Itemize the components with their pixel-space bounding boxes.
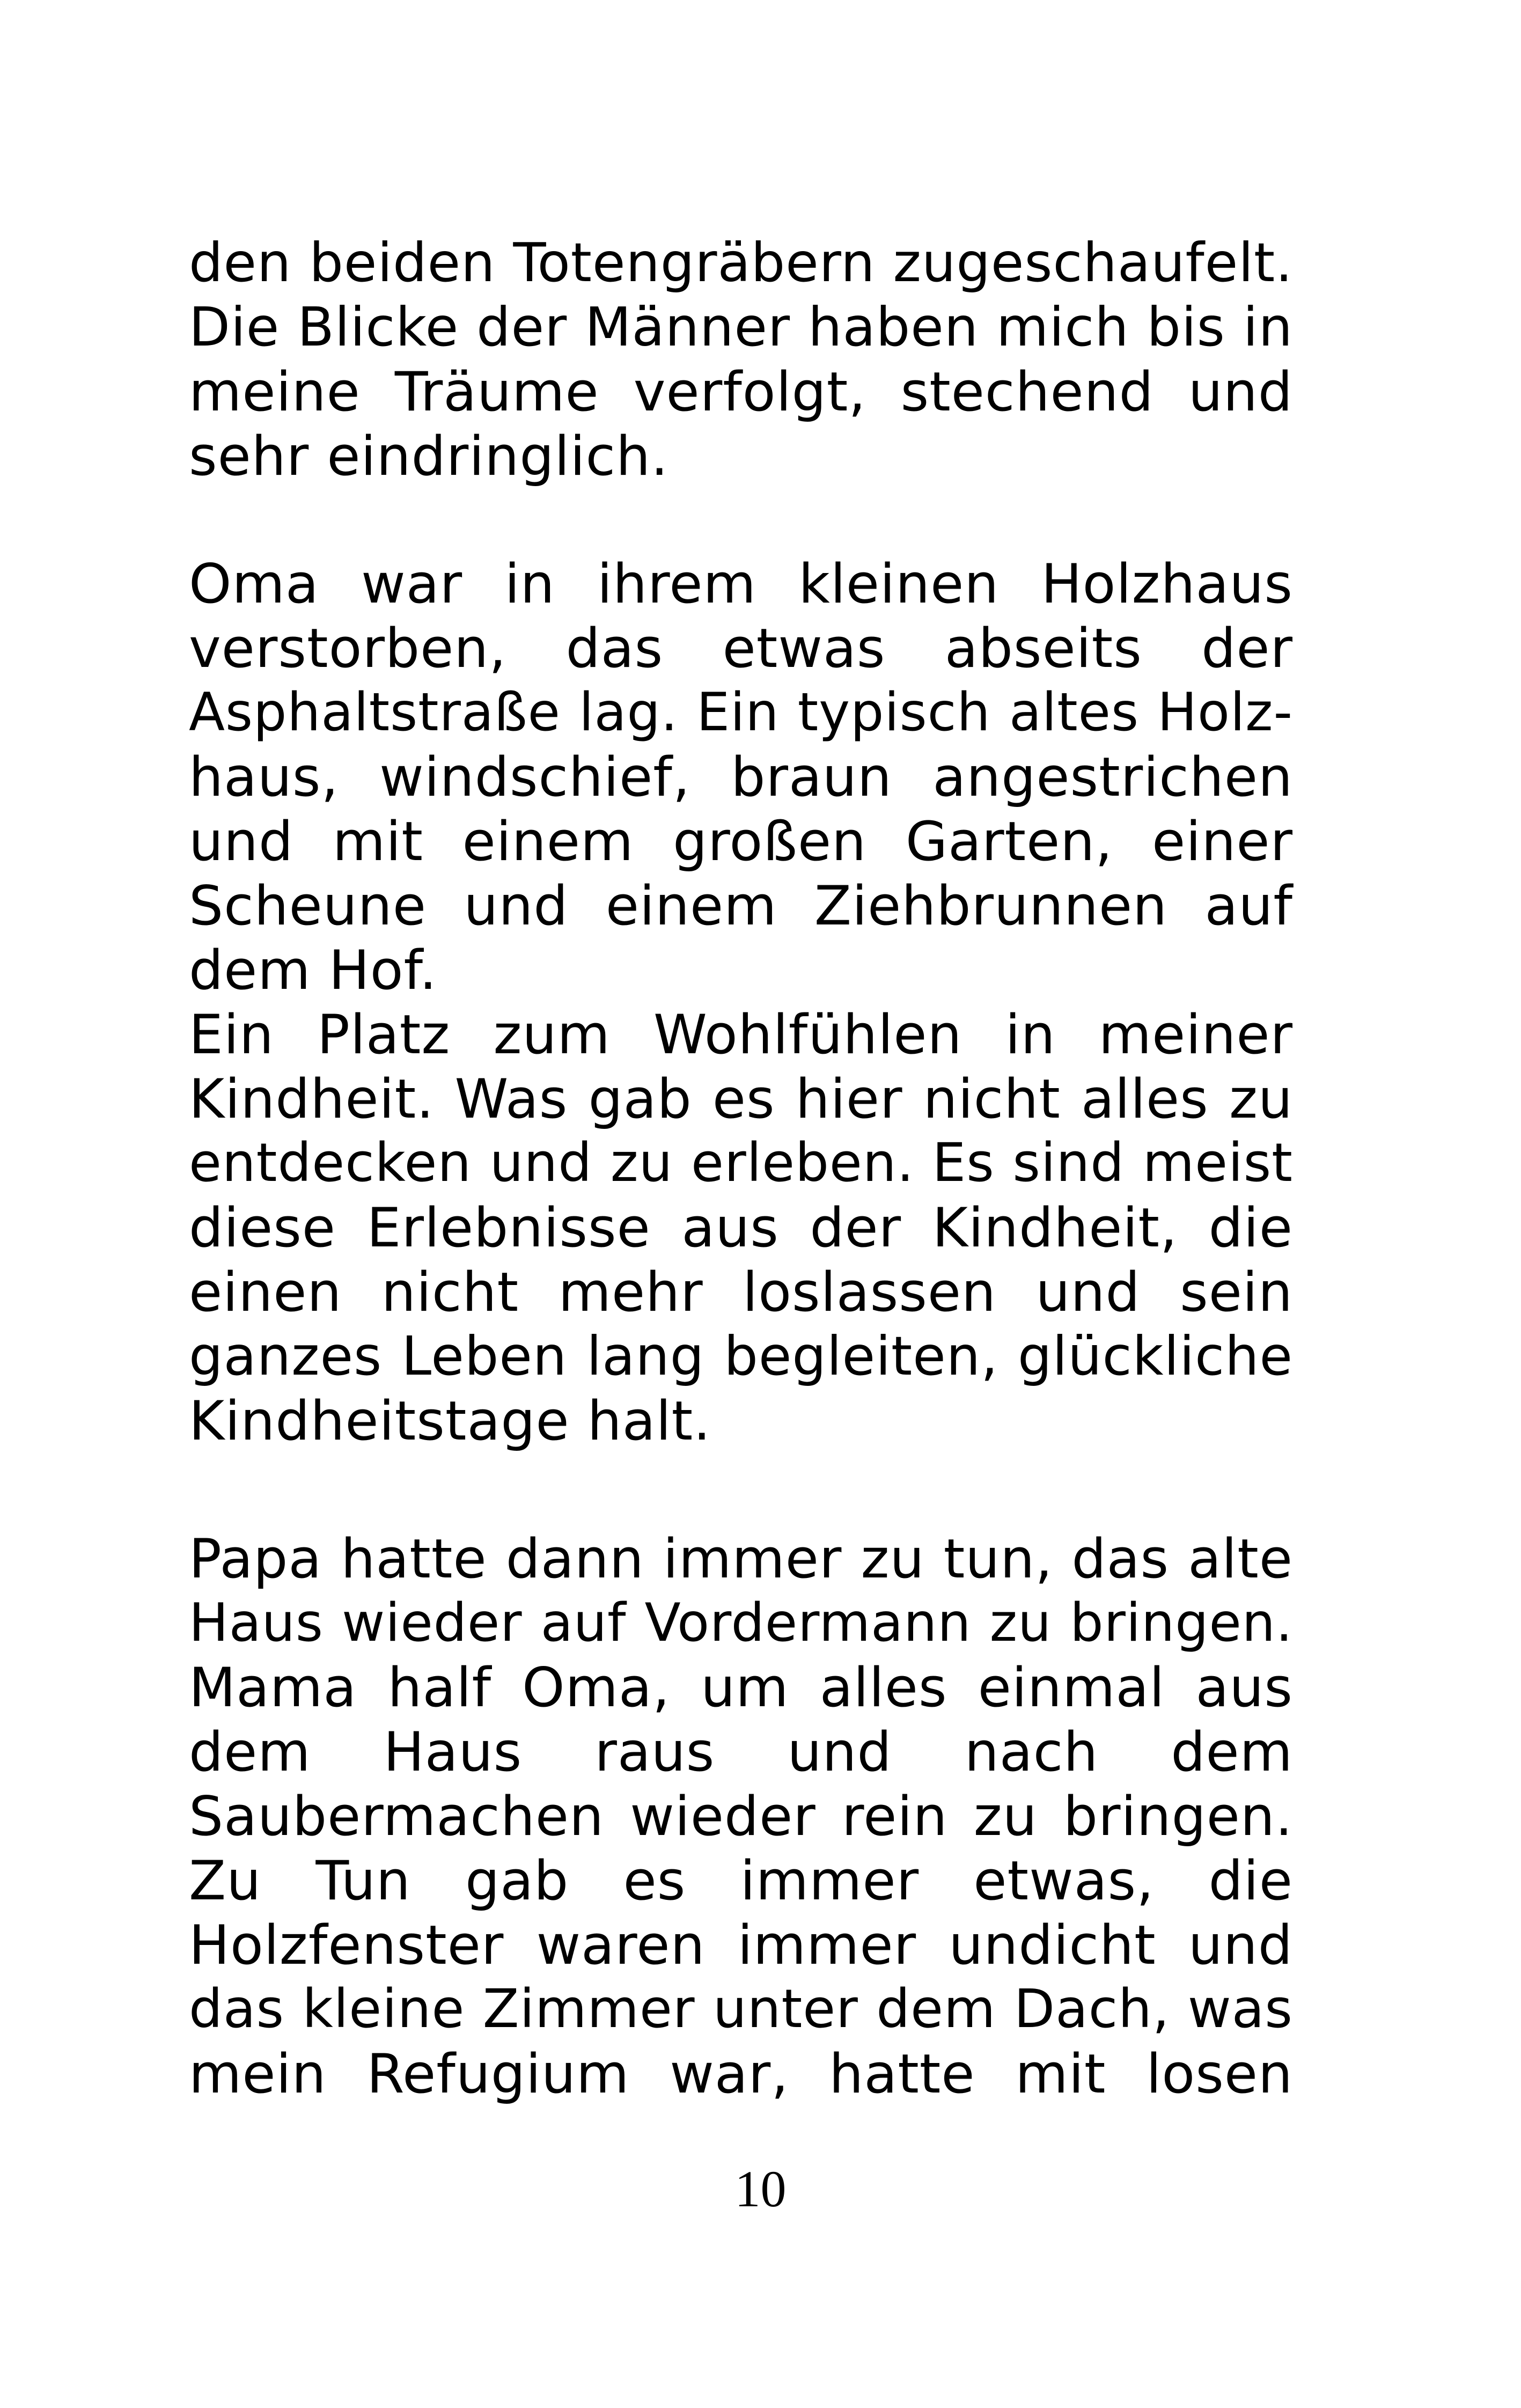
text-line: haus, windschief, braun angestrichen: [189, 745, 1293, 809]
text-line: entdecken und zu erleben. Es sind meist: [189, 1132, 1293, 1194]
text-line: Ein Platz zum Wohlfühlen in meiner: [189, 1003, 1293, 1066]
text-line: das kleine Zimmer unter dem Dach, was: [189, 1978, 1293, 2040]
text-line: ganzes Leben lang begleiten, glückliche: [189, 1325, 1293, 1387]
text-line: einen nicht mehr loslassen und sein: [189, 1260, 1293, 1324]
text-line: Scheune und einem Ziehbrunnen auf: [189, 874, 1293, 937]
text-line: meine Träume verfolgt, stechend und: [189, 360, 1293, 423]
text-line: Mama half Oma, um alles einmal aus: [189, 1656, 1293, 1719]
text-line: dem Hof.: [189, 938, 437, 1002]
text-line: Papa hatte dann immer zu tun, das alte: [189, 1527, 1293, 1590]
text-line: diese Erlebnisse aus der Kindheit, die: [189, 1196, 1293, 1259]
text-line: mein Refugium war, hatte mit losen: [189, 2042, 1293, 2105]
text-line: Asphaltstraße lag. Ein typisch altes Holz-: [189, 682, 1293, 743]
text-line: sehr eindringlich.: [189, 424, 669, 488]
text-line: Kindheit. Was gab es hier nicht alles zu: [189, 1067, 1293, 1130]
text-line: Oma war in ihrem kleinen Holzhaus: [189, 552, 1293, 615]
text-line: verstorben, das etwas abseits der: [189, 616, 1293, 680]
text-line: Saubermachen wieder rein zu bringen.: [189, 1785, 1293, 1848]
page-number: 10: [734, 2160, 787, 2218]
text-line: Holzfenster waren immer undicht und: [189, 1913, 1293, 1977]
paragraph-3: [189, 1002, 1293, 1453]
text-line: und mit einem großen Garten, einer: [189, 810, 1293, 873]
paragraph-4: [189, 1526, 1293, 2106]
text-line: Kindheitstage halt.: [189, 1389, 711, 1452]
paragraph-2: [189, 552, 1293, 1002]
text-line: Haus wieder auf Vordermann zu bringen.: [189, 1592, 1293, 1654]
text-line: den beiden Totengräbern zugeschaufelt.: [189, 231, 1293, 294]
paragraph-1: [189, 231, 1293, 488]
text-line: Zu Tun gab es immer etwas, die: [189, 1849, 1293, 1912]
text-line: Die Blicke der Männer haben mich bis in: [189, 296, 1293, 358]
text-line: dem Haus raus und nach dem: [189, 1720, 1293, 1783]
